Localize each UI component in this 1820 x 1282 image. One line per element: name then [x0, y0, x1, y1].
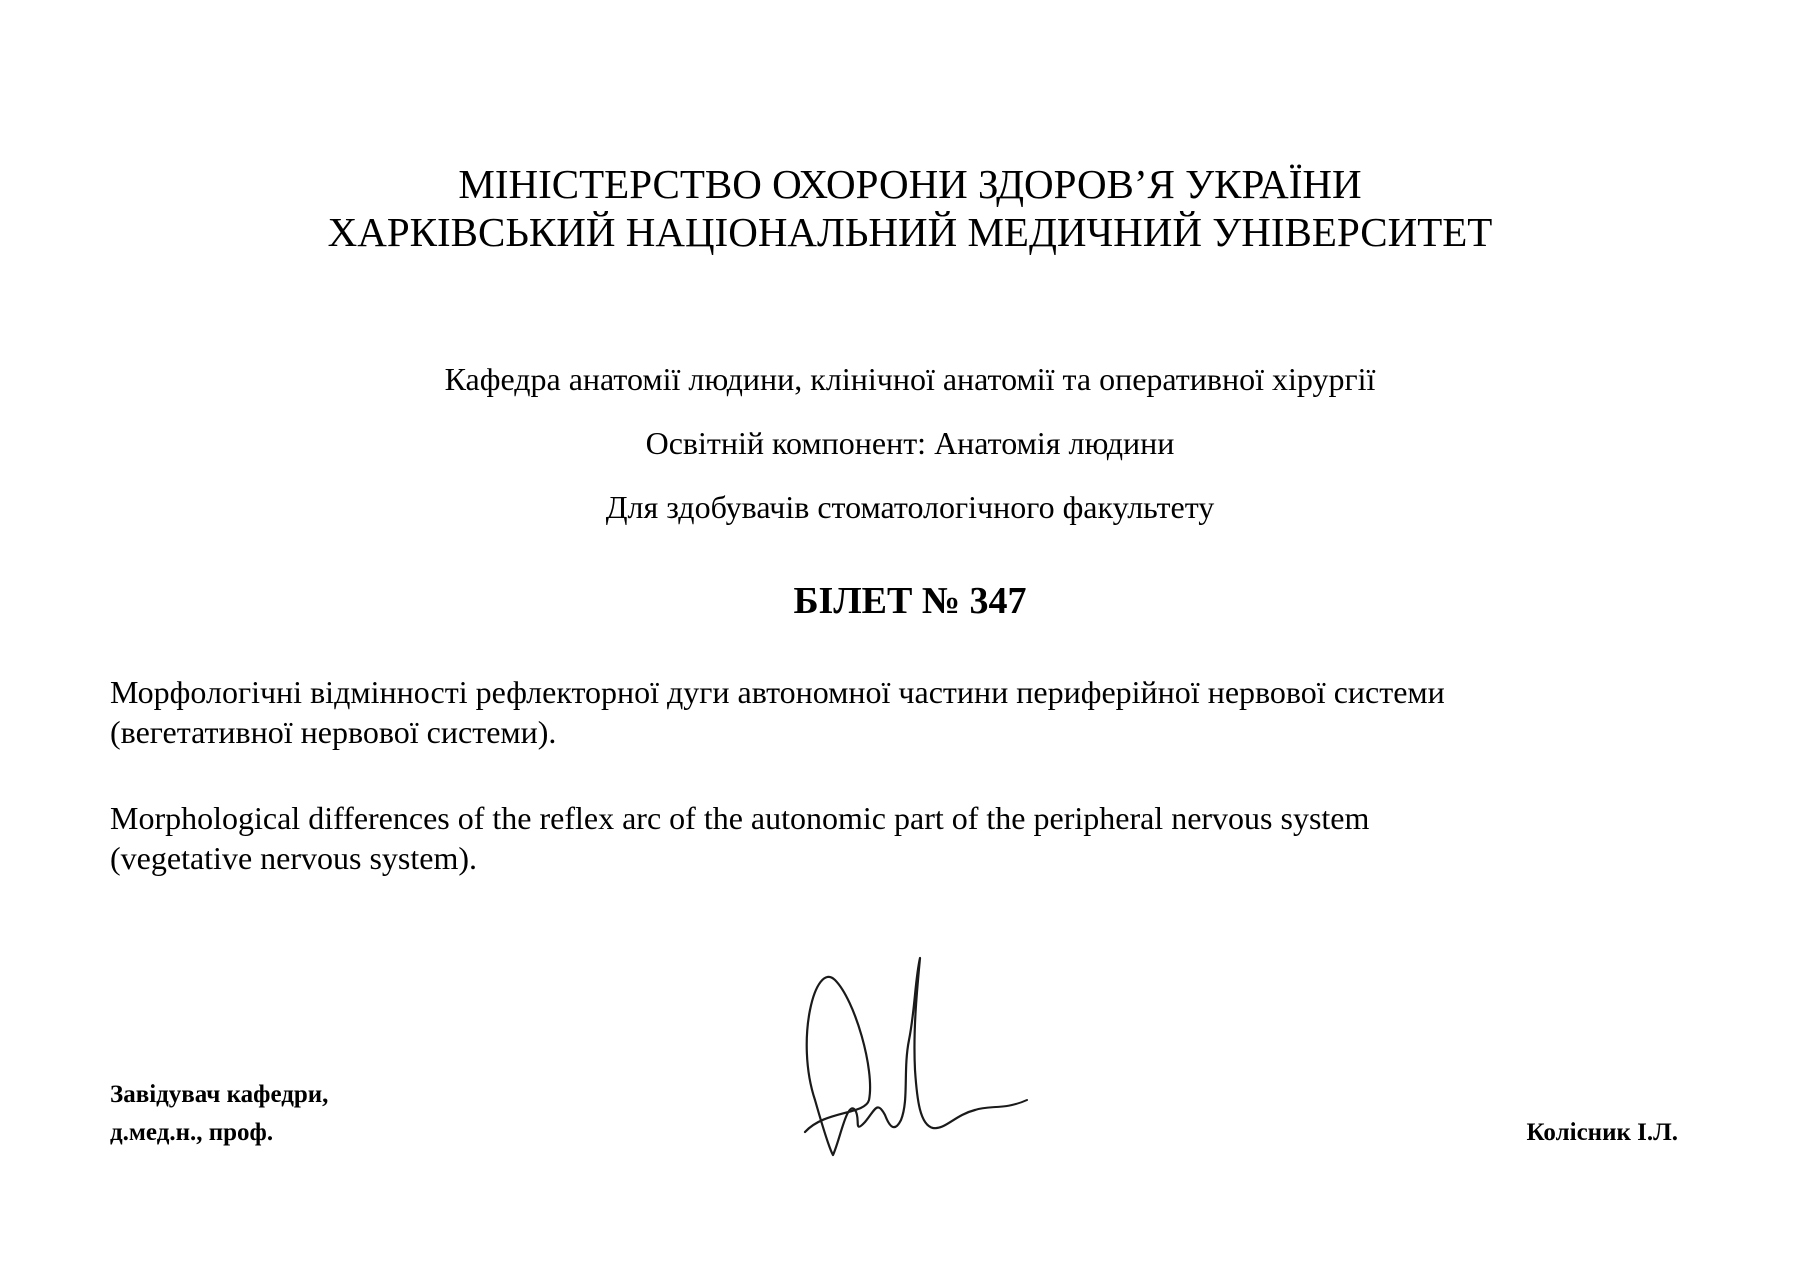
question-english-line-1: Morphological differences of the reflex arc of the autonomic part of the peripheral nervous system — [110, 800, 1370, 836]
signer-name: Колісник І.Л. — [1526, 1119, 1678, 1146]
question-ukrainian — [110, 672, 1730, 752]
signer-title — [110, 1076, 328, 1152]
ticket-number: БІЛЕТ № 347 — [793, 580, 1027, 622]
signer-position: Завідувач кафедри, — [110, 1081, 329, 1108]
audience-line: Для здобувачів стоматологічного факультету — [605, 489, 1215, 525]
question-ukrainian-line-1: Морфологічні відмінності рефлекторної дуги автономної частини периферійної нервової системи — [110, 674, 1445, 710]
question-ukrainian-line-2: (вегетативної нервової системи). — [110, 714, 557, 750]
ministry-title: МІНІСТЕРСТВО ОХОРОНИ ЗДОРОВ’Я УКРАЇНИ — [458, 161, 1362, 207]
handwritten-signature — [795, 950, 1045, 1180]
educational-component: Освітній компонент: Анатомія людини — [645, 425, 1175, 461]
question-english — [110, 798, 1730, 878]
question-english-line-2: (vegetative nervous system). — [110, 840, 477, 876]
department-name: Кафедра анатомії людини, клінічної анатомії та оперативної хірургії — [444, 361, 1376, 397]
header — [0, 160, 1820, 256]
university-title: ХАРКІВСЬКИЙ НАЦІОНАЛЬНИЙ МЕДИЧНИЙ УНІВЕРСИТЕТ — [327, 209, 1493, 255]
signer-degree: д.мед.н., проф. — [110, 1119, 274, 1146]
